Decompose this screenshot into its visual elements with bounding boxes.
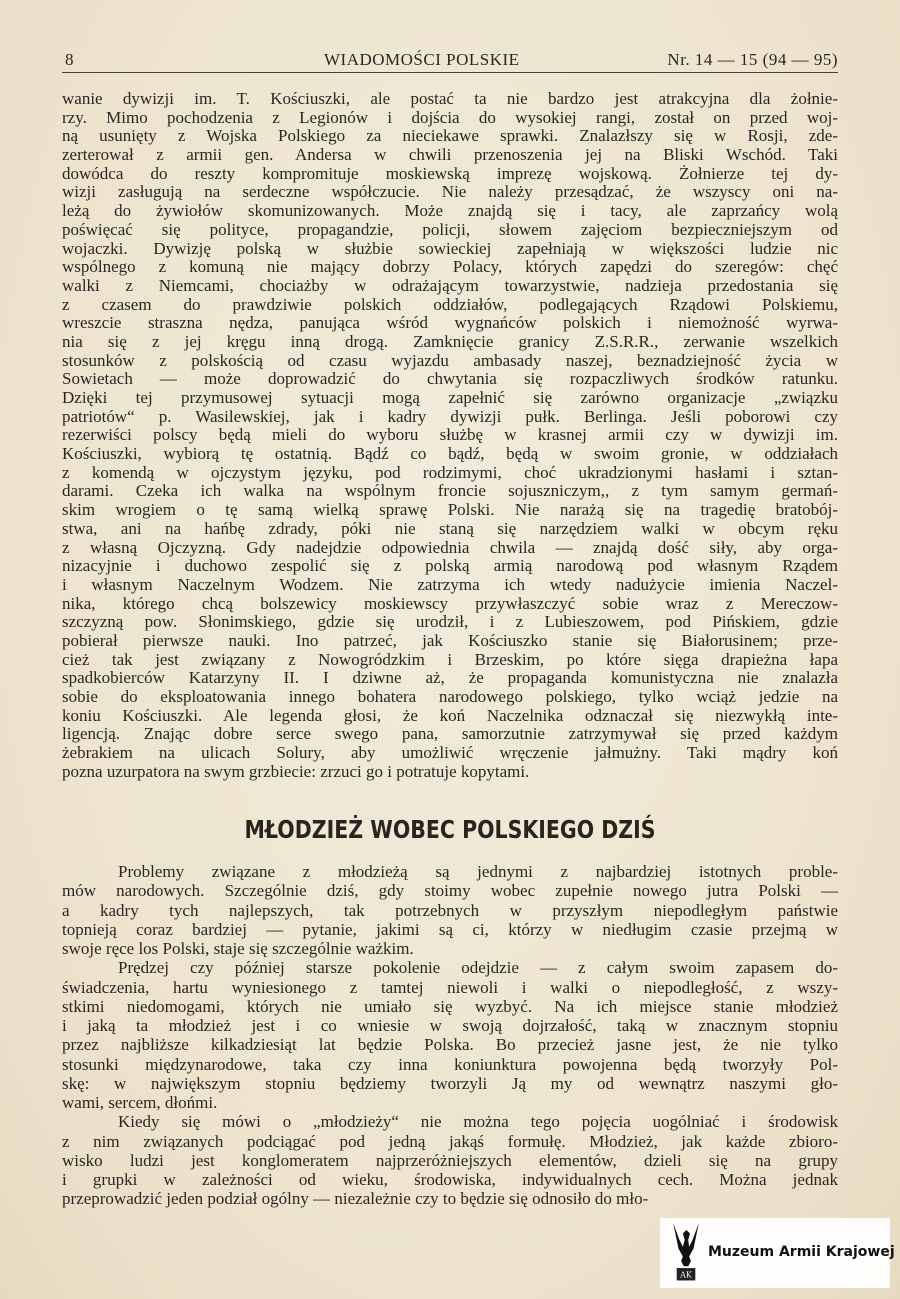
logo-letters: AK: [680, 1270, 692, 1280]
text-line: skim wrogiem o tę samą wielką sprawę Polski. Nie narażą się na tragedię bratobój-: [62, 500, 838, 520]
text-line: przeprowadzić jeden podział ogólny — niezależnie czy to będzie się odnosiło do mło-: [62, 1189, 649, 1209]
text-line: z własną Ojczyzną. Gdy nadejdzie odpowiednia chwila — znajdą dość siły, aby orga-: [62, 537, 838, 557]
text-line: szczyzną pow. Słonimskiego, gdzie się urodził, i z Lubieszowem, pod Pińskiem, gdzie: [62, 612, 838, 632]
text-line: świadczenia, hartu wyniesionego z tamtej niewoli i walki o niepodległość, z wszy-: [62, 977, 838, 997]
text-line: Problemy związane z młodzieżą są jednymi z najbardziej istotnych proble-: [118, 862, 838, 881]
text-line: stosunki międzynarodowe, taka czy inna koniunktura powojenna będą tworzyły Pol-: [62, 1054, 838, 1074]
text-line: zerterował z armii gen. Andersa w chwili przenoszenia jej na Bliski Wschód. Taki: [62, 145, 838, 165]
paragraph: [62, 1112, 838, 1208]
text-line: wspólnego z komuną nie mający dobrzy Polacy, których zapędzi do szeregów: chęć: [62, 257, 838, 277]
publication-title: WIADOMOŚCI POLSKIE: [324, 50, 520, 69]
text-line: swoje ręce los Polski, staje się szczególnie ważkim.: [62, 939, 414, 958]
text-line: koniu Kościuszki. Ale legenda głosi, że koń Naczelnika odznaczał się niezwykłą inte-: [62, 705, 838, 725]
text-line: wami, sercem, dłońmi.: [62, 1093, 218, 1112]
paragraph: [62, 90, 838, 781]
text-line: wreszcie straszna nędza, panująca wśród wygnańców polskich i niemożność wyrwa-: [62, 313, 838, 333]
paragraph: [62, 958, 838, 1112]
text-line: nizacyjnie i duchowo zespolić się z polską armią narodową pod własnym Rządem: [62, 556, 838, 576]
museum-watermark: [660, 1218, 895, 1288]
text-line: dowódca do reszty kompromituje moskiewską imprezę wojskową. Żołnierze tej dy-: [62, 163, 838, 183]
page-number: 8: [65, 50, 74, 69]
text-line: żebrakiem na ulicach Solury, aby umożliwić wręczenie jałmużny. Taki mądry koń: [62, 743, 838, 763]
text-line: pobierał pierwsze nauki. Ino patrzeć, jak Kościuszko stanie się Białorusinem; prze-: [62, 630, 838, 650]
text-line: Kościuszki, wybiorą tę ostatnią. Bądź co bądź, będą w swoim gronie, w oddziałach: [62, 444, 838, 464]
article-title: MŁODZIEŻ WOBEC POLSKIEGO DZIŚ: [244, 815, 656, 844]
article-continuation: [62, 90, 838, 781]
text-line: pozna uzurpatora na swym grzbiecie: zrzuci go i potratuje kopytami.: [62, 761, 530, 781]
text-line: patriotów“ p. Wasilewskiej, jak i kadry dywizji pułk. Berlinga. Jeśli poborowi czy: [62, 406, 838, 426]
eagle-logo-icon: [668, 1222, 704, 1284]
text-line: z nim związanych podciągać pod jedną jakąś formułę. Młodzież, jak każde zbioro-: [62, 1131, 838, 1151]
text-line: nia się z jej kręgu inną drogą. Zamknięcie granicy Z.S.R.R., zerwanie wszelkich: [62, 331, 838, 351]
running-header: [62, 50, 838, 72]
text-line: darami. Czeka ich walka na wspólnym froncie sojuszniczym,, z tym samym germań-: [62, 481, 838, 501]
watermark-label: Muzeum Armii Krajowej: [708, 1244, 895, 1260]
text-line: i jaką ta młodzież jest i co wniesie w swoją dojrzałość, taką w znacznym stopniu: [62, 1016, 838, 1035]
header-rule: [62, 72, 838, 73]
text-line: mów narodowych. Szczególnie dziś, gdy stoimy wobec zupełnie nowego jutra Polski —: [62, 881, 838, 901]
text-line: i własnym Naczelnym Wodzem. Nie zatrzyma ich wtedy nadużycie imienia Naczel-: [62, 574, 838, 594]
text-line: wisko ludzi jest konglomeratem najprzeróżniejszych elementów, dzieli się na grupy: [62, 1150, 838, 1170]
text-line: nika, którego chcą bolszewicy moskiewscy przywłaszczyć sobie wraz z Mereczow-: [62, 593, 838, 613]
text-line: topnieją coraz bardziej — pytanie, jakimi są ci, którzy w niedługim czasie przejmą w: [62, 919, 838, 939]
text-line: rzy. Mimo pochodzenia z Legionów i dojścia do wysokiej rangi, został on przed woj-: [62, 107, 838, 127]
text-line: stwa, ani na hańbę zdrady, póki nie staną się narzędziem walki w obcym ręku: [62, 518, 838, 538]
text-line: i grupki w zależności od wieku, środowiska, indywidualnych cech. Można jednak: [62, 1170, 838, 1189]
article-body: [62, 862, 838, 1209]
text-line: Sowietach — może doprowadzić do chwytania się rozpaczliwych środków ratunku.: [62, 369, 838, 389]
text-line: ną usunięty z Wojska Polskiego za nieciekawe sprawki. Znalazłszy się w Rosji, zde-: [62, 126, 838, 146]
text-line: przez najbliższe kilkadziesiąt lat będzie Polska. Bo przecież jasne jest, że nie tylko: [62, 1035, 838, 1055]
text-line: poświęcać się polityce, propagandzie, policji, słowem zajęciom bezpieczniejszym od: [62, 219, 838, 239]
text-line: wanie dywizji im. T. Kościuszki, ale postać ta nie bardzo jest atrakcyjna dla żołnie-: [62, 89, 838, 108]
text-line: spadkobierców Katarzyny II. I dziwne aż, że propaganda komunistyczna nie znalazła: [62, 668, 838, 688]
text-line: leżą do żywiołów skomunizowanych. Może znajdą się i tacy, ale zaprzańcy wolą: [62, 201, 838, 221]
text-line: z komendą w ojczystym języku, pod rodzimymi, choć ukradzionymi hasłami i sztan-: [62, 462, 838, 482]
text-line: a kadry tych najlepszych, tak potrzebnych w przyszłym niepodległym państwie: [62, 900, 838, 920]
text-line: z czasem do prawdziwie polskich oddziałów, podlegających Rządowi Polskiemu,: [62, 294, 838, 314]
paragraph: [62, 862, 838, 958]
text-line: walki z Niemcami, chociażby w odrażającym towarzystwie, nadzieja przedostania się: [62, 275, 838, 295]
text-line: Prędzej czy później starsze pokolenie odejdzie — z całym swoim zapasem do-: [118, 958, 838, 978]
text-line: ligencją. Znając dobre serce swego pana, samorzutnie zatrzymywał się przed każdym: [62, 724, 838, 744]
text-line: cież tak jest związany z Nowogródzkim i Brzeskim, po które sięga drapieżna łapa: [62, 649, 838, 669]
text-line: stosunków z polskością od czasu wyjazdu ambasady naszej, beznadziejność życia w: [62, 350, 838, 370]
issue-number: Nr. 14 — 15 (94 — 95): [667, 50, 838, 69]
text-line: rezerwiści polscy będą mieli do wyboru służbę w krasnej armii czy w dywizji im.: [62, 425, 838, 445]
text-line: skę: w największym stopniu będziemy tworzyli Ją my od wewnątrz naszymi gło-: [62, 1073, 838, 1093]
text-line: sobie do eksploatowania innego bohatera narodowego polskiego, tylko wciąż jedzie na: [62, 687, 838, 706]
text-line: wizji zasługują na serdeczne współczucie. Nie należy przesądzać, że wszyscy oni na-: [62, 182, 838, 202]
text-line: Dzięki tej przymusowej sytuacji mogą zapełnić się zarówno organizacje „związku: [62, 388, 838, 407]
text-line: stkimi niedomogami, których nie umiało się wyzbyć. Na ich miejsce stanie młodzież: [62, 996, 838, 1016]
text-line: wojaczki. Dywizję polską w służbie sowieckiej zapełniają w większości ludzie nic: [62, 238, 838, 258]
text-line: Kiedy się mówi o „młodzieży“ nie można tego pojęcia uogólniać i środowisk: [118, 1112, 838, 1132]
